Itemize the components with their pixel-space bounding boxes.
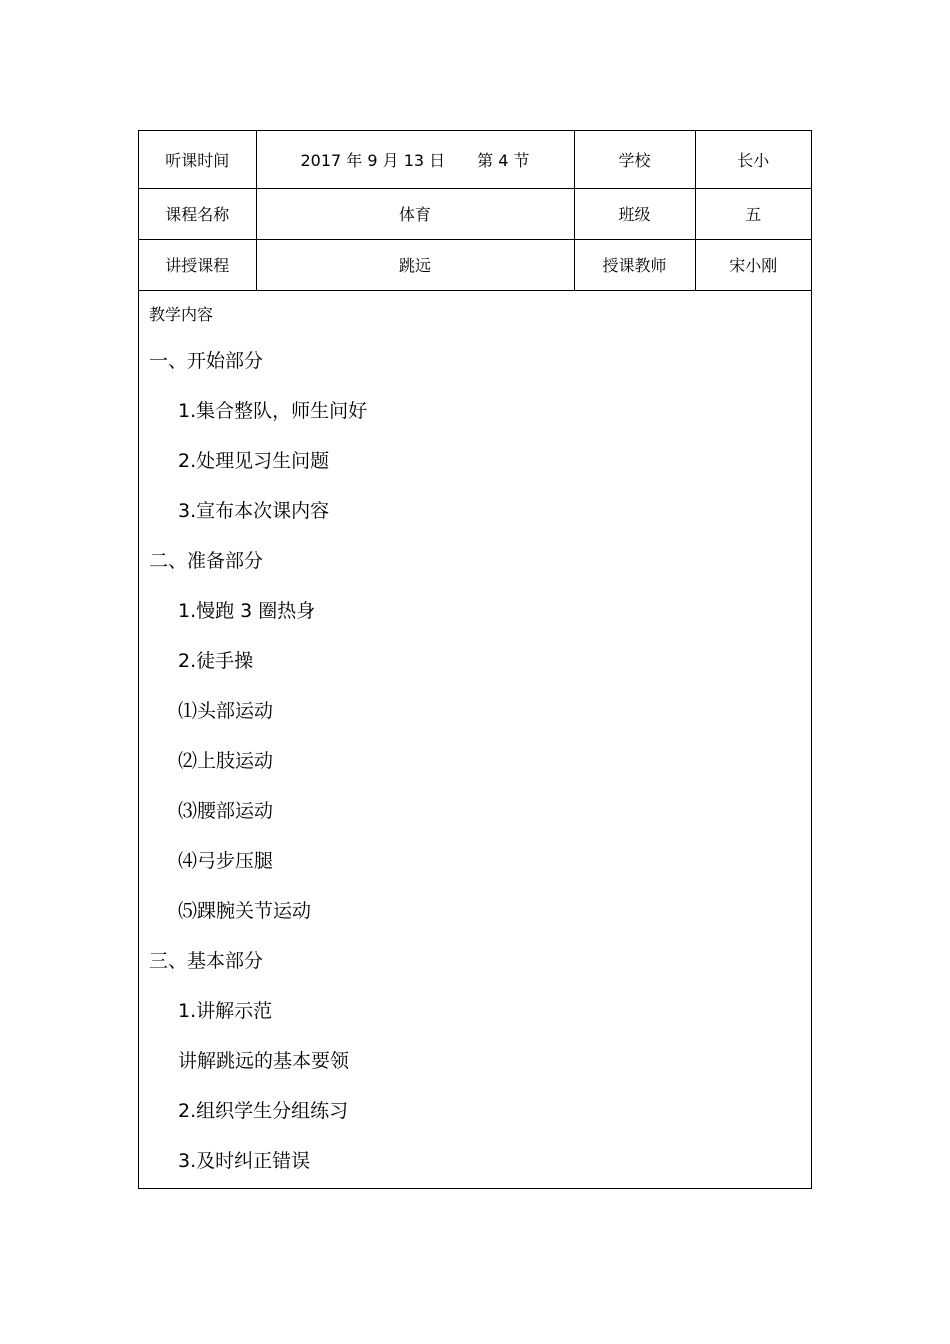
list-item: ⑸踝腕关节运动: [178, 900, 312, 922]
class-label: 班级: [574, 188, 695, 239]
list-item: ⑶腰部运动: [178, 800, 274, 822]
list-item: 1.讲解示范: [178, 1000, 273, 1022]
list-item: 3.宣布本次课内容: [178, 500, 330, 522]
section-heading: 一、开始部分: [149, 350, 264, 372]
teacher-label: 授课教师: [574, 239, 695, 290]
observe-time-value: [256, 131, 574, 188]
course-name-label: 课程名称: [139, 188, 256, 239]
list-item: 2.徒手操: [178, 650, 254, 672]
list-item: 1.集合整队，师生问好: [178, 400, 368, 422]
list-item: ⑴头部运动: [178, 700, 274, 722]
list-item: 讲解跳远的基本要领: [178, 1050, 350, 1072]
observe-date: 2017 年 9 月 13 日: [300, 150, 446, 170]
info-row-lesson: [139, 239, 811, 290]
school-value: 长小: [695, 131, 811, 188]
course-name-value: 体育: [256, 188, 574, 239]
lesson-topic-label: 讲授课程: [139, 239, 256, 290]
list-item: 3.及时纠正错误: [178, 1150, 311, 1172]
info-row-time: [139, 131, 811, 188]
class-value: 五: [695, 188, 811, 239]
lesson-topic-value: 跳远: [256, 239, 574, 290]
info-row-course: [139, 188, 811, 239]
section-heading: 三、基本部分: [149, 950, 264, 972]
list-item: 1.慢跑 3 圈热身: [178, 600, 316, 622]
section-heading: 二、准备部分: [149, 550, 264, 572]
list-item: 2.组织学生分组练习: [178, 1100, 349, 1122]
content-title: 教学内容: [149, 305, 214, 324]
teacher-value: 宋小刚: [695, 239, 811, 290]
school-label: 学校: [574, 131, 695, 188]
list-item: ⑷弓步压腿: [178, 850, 274, 872]
list-item: 2.处理见习生问题: [178, 450, 330, 472]
info-table: [139, 131, 811, 291]
observe-period: 第 4 节: [477, 150, 530, 170]
lesson-observation-form: [138, 130, 812, 1189]
list-item: ⑵上肢运动: [178, 750, 274, 772]
observe-time-label: 听课时间: [139, 131, 256, 188]
